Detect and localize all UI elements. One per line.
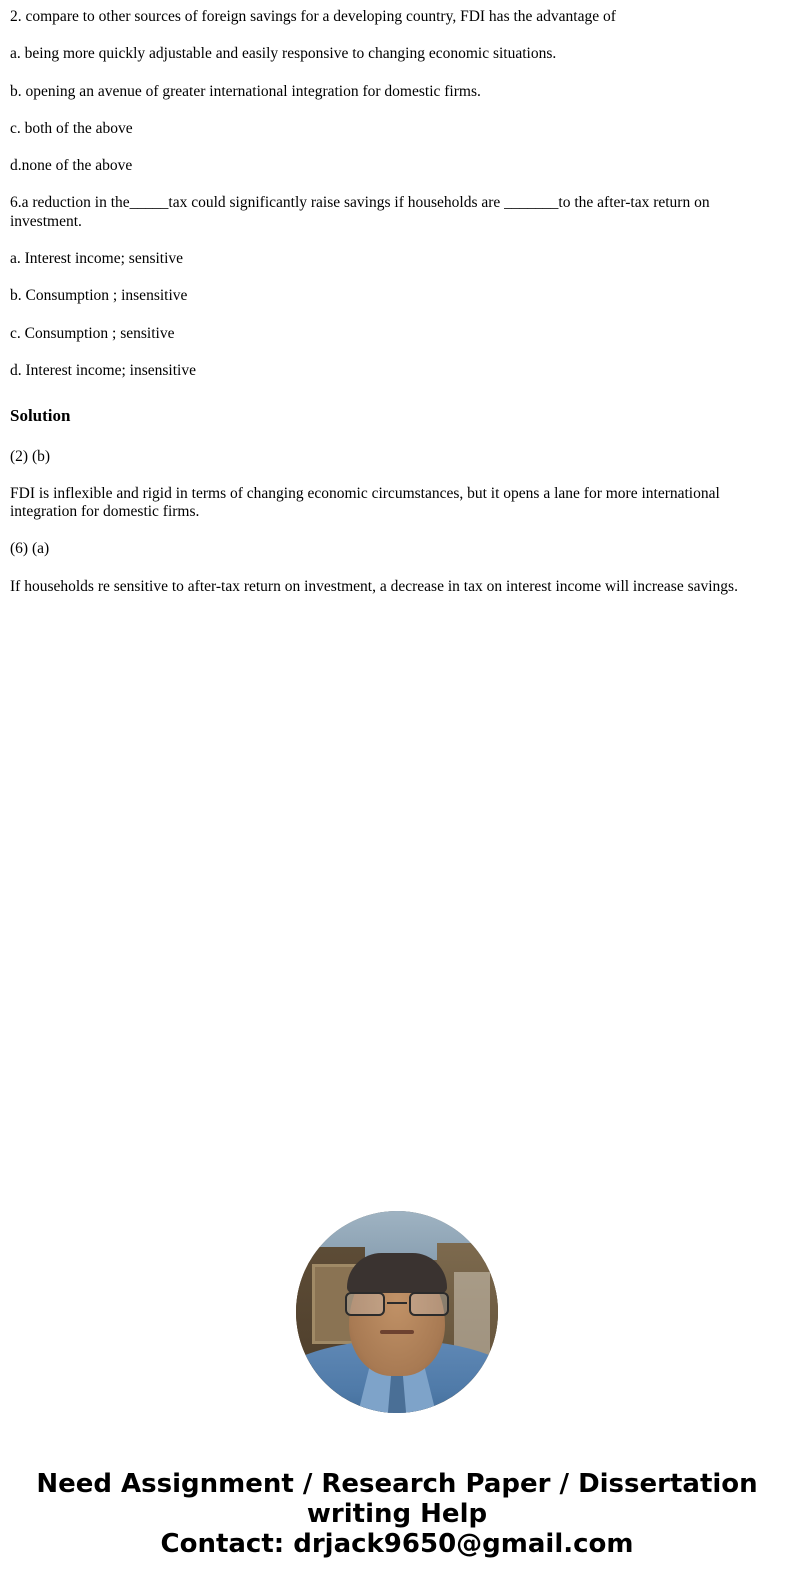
solution-1-explanation: FDI is inflexible and rigid in terms of changing economic circumstances, but it opens a lane for more international integration for domestic firms. xyxy=(10,484,720,521)
footer-line-1: Need Assignment / Research Paper / Dissertation xyxy=(36,1469,758,1500)
footer-contact: Contact: drjack9650@gmail.com xyxy=(160,1529,634,1560)
glasses-icon xyxy=(345,1292,449,1318)
question-6-option-d: d. Interest income; insensitive xyxy=(10,361,196,379)
question-2-option-b: b. opening an avenue of greater international integration for domestic firms. xyxy=(10,82,481,100)
avatar-lens-left xyxy=(345,1292,385,1316)
solution-1-label: (2) (b) xyxy=(10,447,51,465)
avatar xyxy=(296,1211,498,1413)
question-2-stem: 2. compare to other sources of foreign savings for a developing country, FDI has the advantage of xyxy=(10,8,616,25)
avatar-glasses-bridge xyxy=(387,1302,407,1304)
question-6-option-c: c. Consumption ; sensitive xyxy=(10,324,175,342)
question-2-option-a: a. being more quickly adjustable and easily responsive to changing economic situations. xyxy=(10,45,557,63)
question-2-option-d: d.none of the above xyxy=(10,157,133,175)
avatar-mouth xyxy=(380,1330,414,1334)
question-6-option-a: a. Interest income; sensitive xyxy=(10,249,184,267)
solution-2-explanation: If households re sensitive to after-tax return on investment, a decrease in tax on interest income will increase savings. xyxy=(10,577,738,595)
question-6-stem: 6.a reduction in the_____tax could significantly raise savings if households are _______to the after-tax return on investment. xyxy=(10,194,710,230)
question-2-option-c: c. both of the above xyxy=(10,119,133,137)
footer-line-2: writing Help xyxy=(306,1499,488,1530)
avatar-hair xyxy=(347,1253,447,1293)
avatar-container xyxy=(10,1211,784,1413)
solution-2-label: (6) (a) xyxy=(10,540,50,558)
page-whitespace xyxy=(10,615,784,1205)
question-6-option-b: b. Consumption ; insensitive xyxy=(10,287,188,305)
avatar-lens-right xyxy=(409,1292,449,1316)
footer-promo xyxy=(10,1469,784,1573)
solution-heading: Solution xyxy=(10,406,71,426)
